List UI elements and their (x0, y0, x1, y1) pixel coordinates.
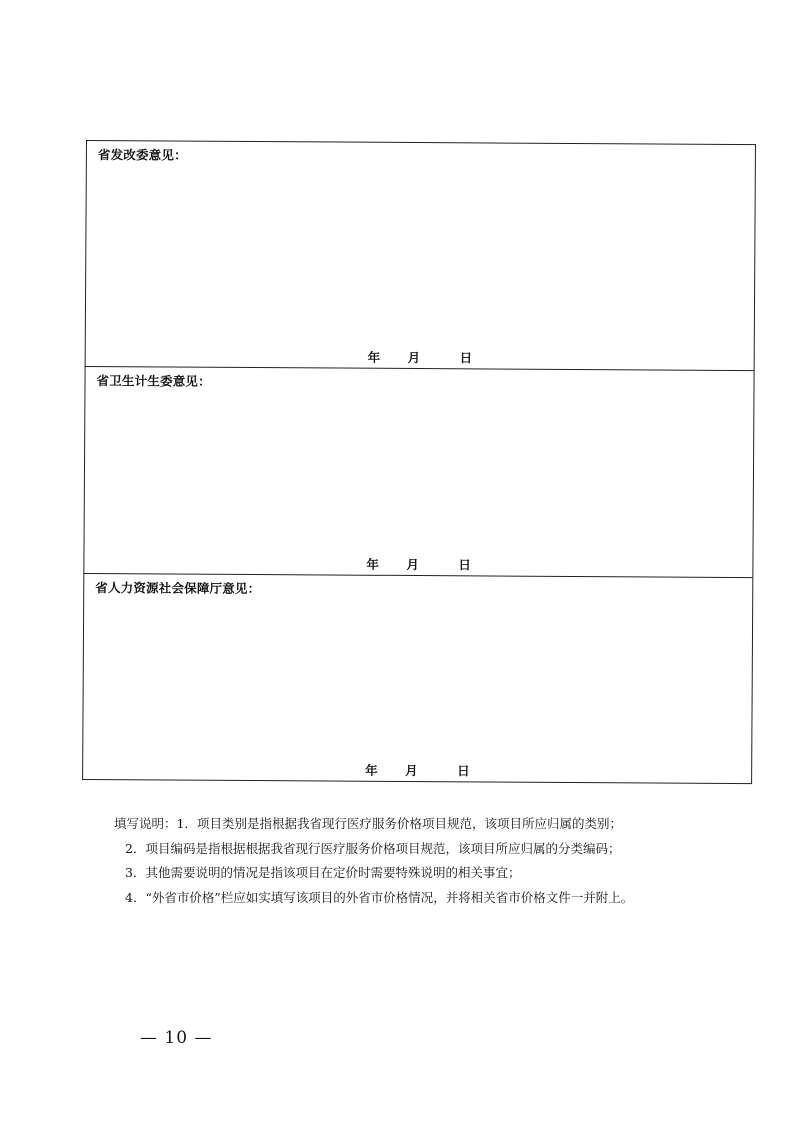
opinion-row-human-resources (82, 573, 753, 784)
row-label: 省人力资源社会保障厅意见： (95, 580, 261, 597)
opinion-table (82, 140, 756, 784)
date-year-label: 年 (365, 762, 378, 778)
row-label: 省发改委意见： (97, 147, 187, 163)
date-year-label: 年 (366, 556, 379, 572)
instruction-line: 4．“外省市价格”栏应如实填写该项目的外省市价格情况，并将相关省市价格文件一并附上。 (125, 889, 634, 905)
date-line (366, 555, 471, 574)
filling-instructions (114, 812, 734, 910)
instruction-line: 2．项目编码是指根据根据我省现行医疗服务价格项目规范，该项目所应归属的分类编码； (125, 840, 621, 856)
date-month-label: 月 (407, 349, 421, 366)
date-day-label: 日 (457, 763, 470, 779)
opinion-row-health-commission (83, 366, 754, 577)
date-line (365, 761, 470, 780)
date-day-label: 日 (459, 350, 473, 366)
date-line (368, 348, 473, 367)
date-month-label: 月 (406, 556, 419, 573)
instruction-line: 填写说明：1．项目类别是指根据我省现行医疗服务价格项目规范，该项目所应归属的类别； (114, 816, 622, 831)
instruction-line: 3．其他需要说明的情况是指该项目在定价时需要特殊说明的相关事宜； (125, 865, 521, 880)
row-label: 省卫生计生委意见： (96, 373, 211, 389)
opinion-row-development-reform (85, 140, 756, 370)
page-number: — 10 — (140, 1028, 213, 1048)
date-day-label: 日 (458, 557, 471, 573)
date-year-label: 年 (367, 349, 381, 365)
date-month-label: 月 (405, 762, 418, 779)
